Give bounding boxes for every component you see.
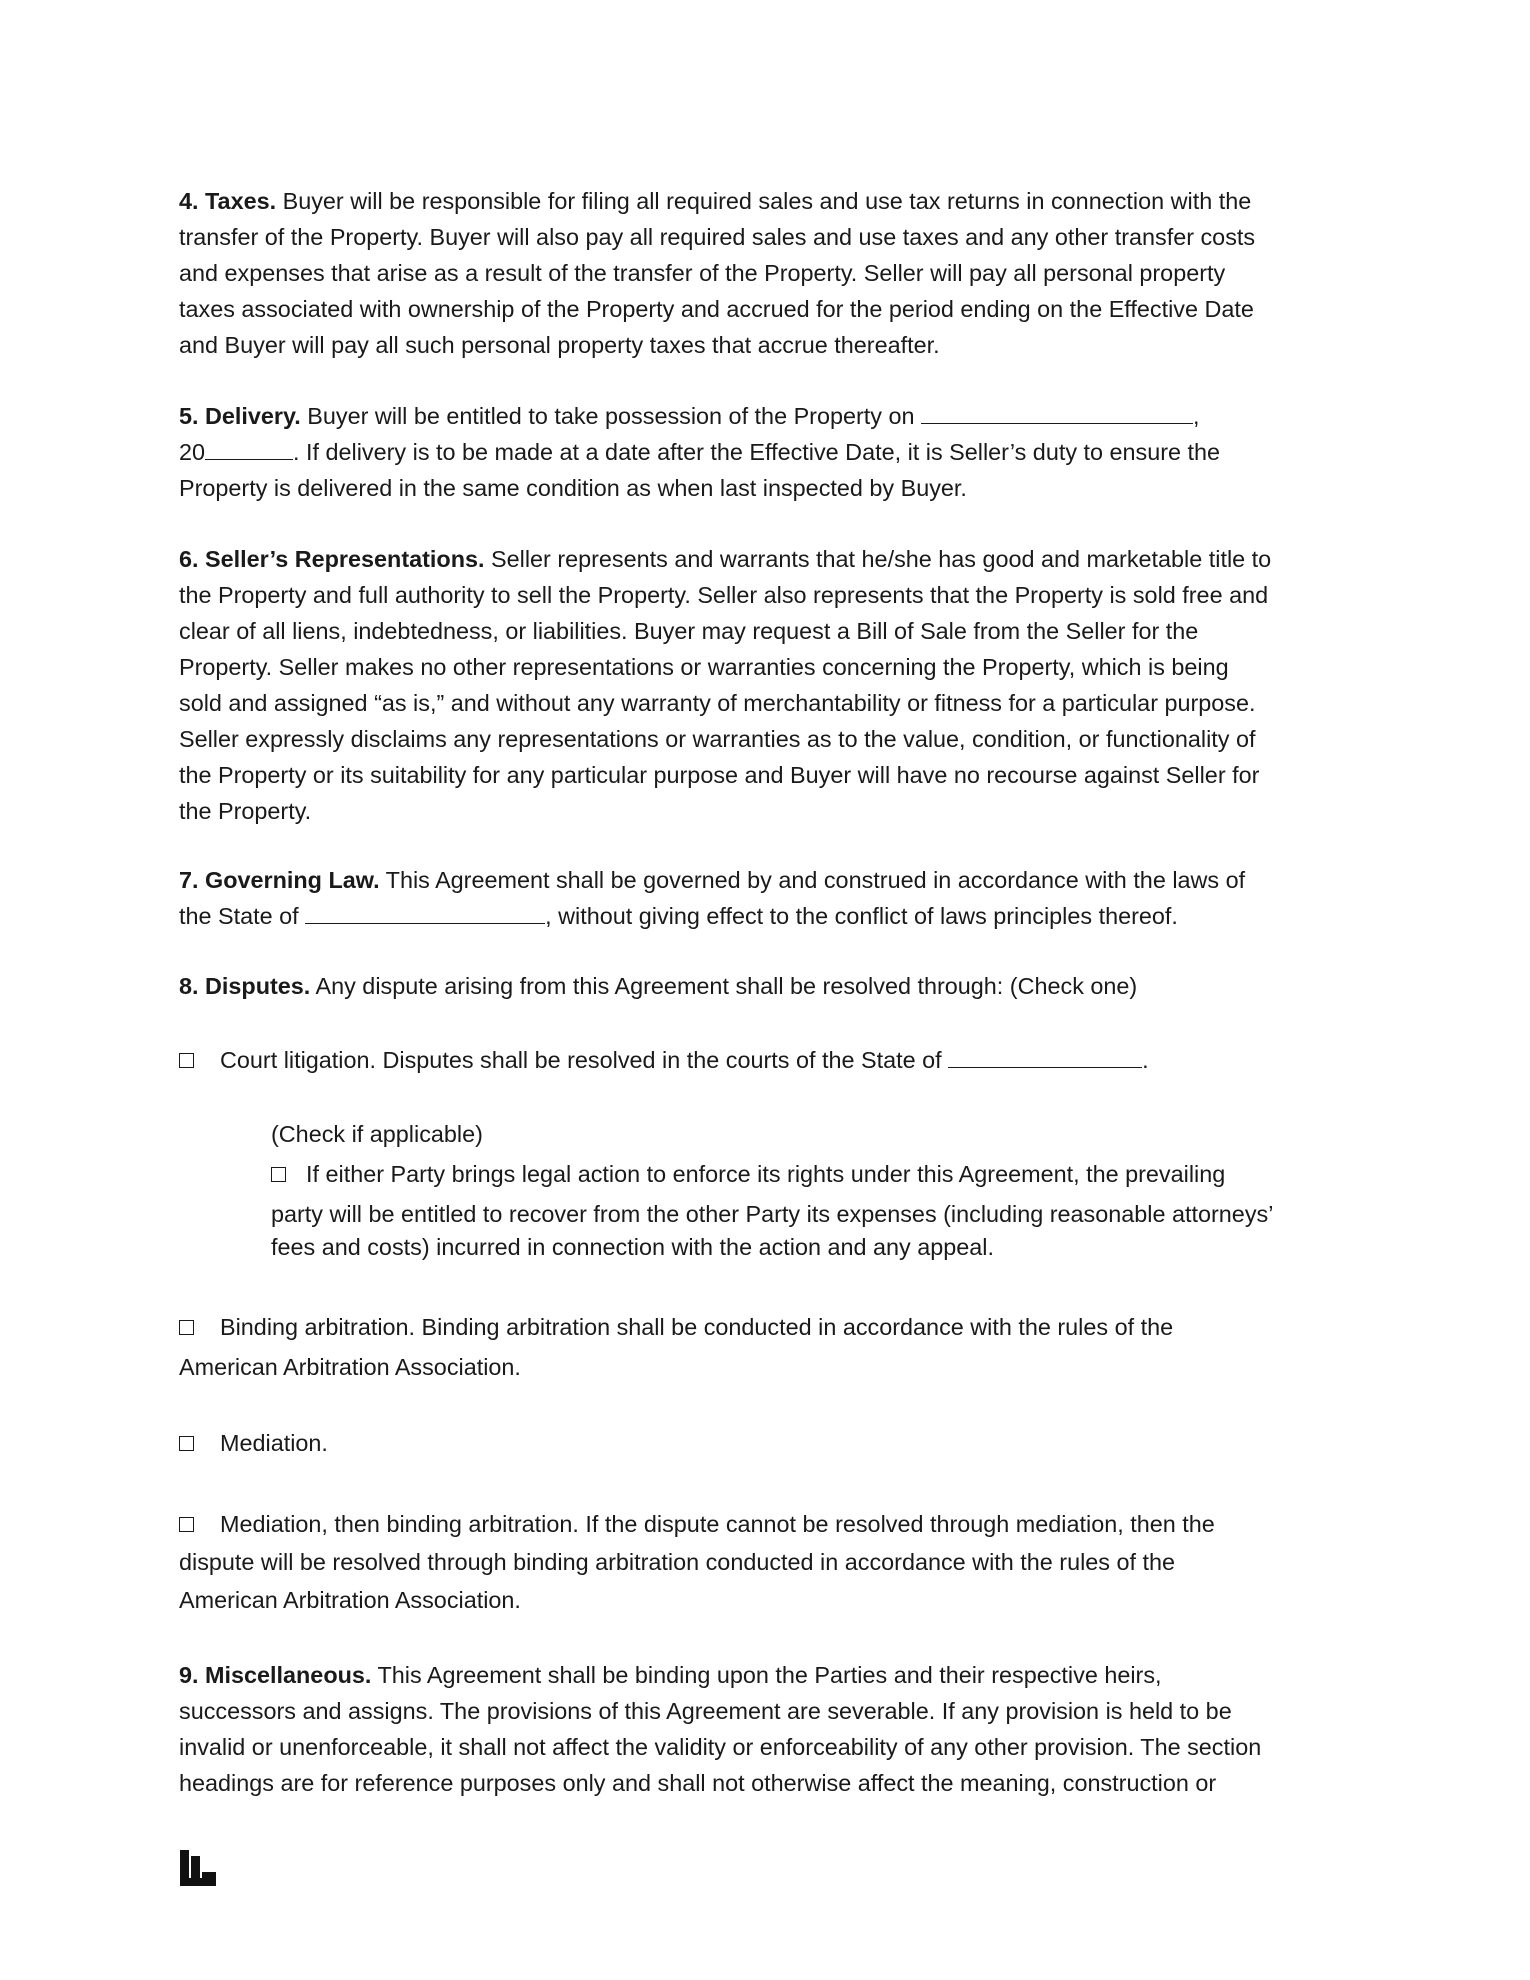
checkbox-icon[interactable]	[179, 1053, 194, 1068]
section-delivery: 5. Delivery. Buyer will be entitled to take possession of the Property on , 20 . If delivery is to be made at a date after the Effective Date, it is Seller’s duty to ensure the Property is delivered in the same condition as when last inspected by Buyer.	[179, 403, 1221, 501]
option-binding-arbitration: Binding arbitration. Binding arbitration shall be conducted in accordance with the rules of the American Arbitration Association.	[179, 1314, 1174, 1380]
section-governing-law: 7. Governing Law. This Agreement shall be governed by and construed in accordance with the laws of the State of , without giving effect to the conflict of laws principles thereof.	[179, 867, 1246, 929]
document-logo-icon	[180, 1850, 216, 1886]
section-representations: 6. Seller’s Representations. Seller represents and warrants that he/she has good and marketable title to the Property and full authority to sell the Property. Seller also represents that the Property is sold free and clear of all liens, indebtedness, or liabilities. Buyer may request a Bill of Sale from the Seller for the Property. Seller makes no other representations or warranties concerning the Property, which is being sold and assigned “as is,” and without any warranty of merchantability or fitness for a particular purpose. Seller expressly disclaims any representations or warranties as to the value, condition, or functionality of the Property or its suitability for any particular purpose and Buyer will have no recourse against Seller for the Property.	[179, 546, 1272, 824]
checkbox-icon[interactable]	[179, 1517, 194, 1532]
section-miscellaneous: 9. Miscellaneous. This Agreement shall be binding upon the Parties and their respective heirs, successors and assigns. The provisions of this Agreement are severable. If any provision is held to be invalid or unenforceable, it shall not affect the validity or enforceability of any other provision. The section headings are for reference purposes only and shall not otherwise affect the meaning, construction or	[179, 1662, 1262, 1796]
section-heading: 8. Disputes.	[179, 973, 311, 999]
checkbox-icon[interactable]	[179, 1320, 194, 1335]
section-heading: 7. Governing Law.	[179, 867, 380, 893]
option-mediation: Mediation.	[179, 1425, 1349, 1461]
governing-state-blank[interactable]	[305, 901, 545, 924]
delivery-date-blank[interactable]	[921, 401, 1193, 424]
option-mediation-arbitration: Mediation, then binding arbitration. If the dispute cannot be resolved through mediation, then the dispute will be resolved through binding arbitration conducted in accordance with the rules of the American Arbitration Association.	[179, 1511, 1215, 1613]
section-heading: 4. Taxes.	[179, 188, 277, 214]
court-state-blank[interactable]	[948, 1045, 1142, 1068]
section-disputes: 8. Disputes. Any dispute arising from this Agreement shall be resolved through: (Check one)	[179, 973, 1138, 999]
option-court-litigation: Court litigation. Disputes shall be resolved in the courts of the State of .	[179, 1042, 1349, 1078]
section-taxes: 4. Taxes. Buyer will be responsible for filing all required sales and use tax returns in connection with the transfer of the Property. Buyer will also pay all required sales and use taxes and any other transfer costs and expenses that arise as a result of the transfer of the Property. Seller will pay all personal property taxes associated with ownership of the Property and accrued for the period ending on the Effective Date and Buyer will pay all such personal property taxes that accrue thereafter.	[179, 188, 1256, 358]
option-attorney-fees-cont: party will be entitled to recover from the other Party its expenses (including reasonable attorneys’ fees and costs) incurred in connection with the action and any appeal.	[271, 1201, 1274, 1260]
section-heading: 6. Seller’s Representations.	[179, 546, 485, 572]
section-heading: 5. Delivery.	[179, 403, 301, 429]
check-if-applicable-label: (Check if applicable)	[271, 1121, 483, 1147]
section-heading: 9. Miscellaneous.	[179, 1662, 372, 1688]
checkbox-icon[interactable]	[179, 1436, 194, 1451]
delivery-year-blank[interactable]	[205, 437, 293, 460]
checkbox-icon[interactable]	[271, 1167, 286, 1182]
option-attorney-fees: If either Party brings legal action to enforce its rights under this Agreement, the prevailing	[271, 1156, 1351, 1192]
